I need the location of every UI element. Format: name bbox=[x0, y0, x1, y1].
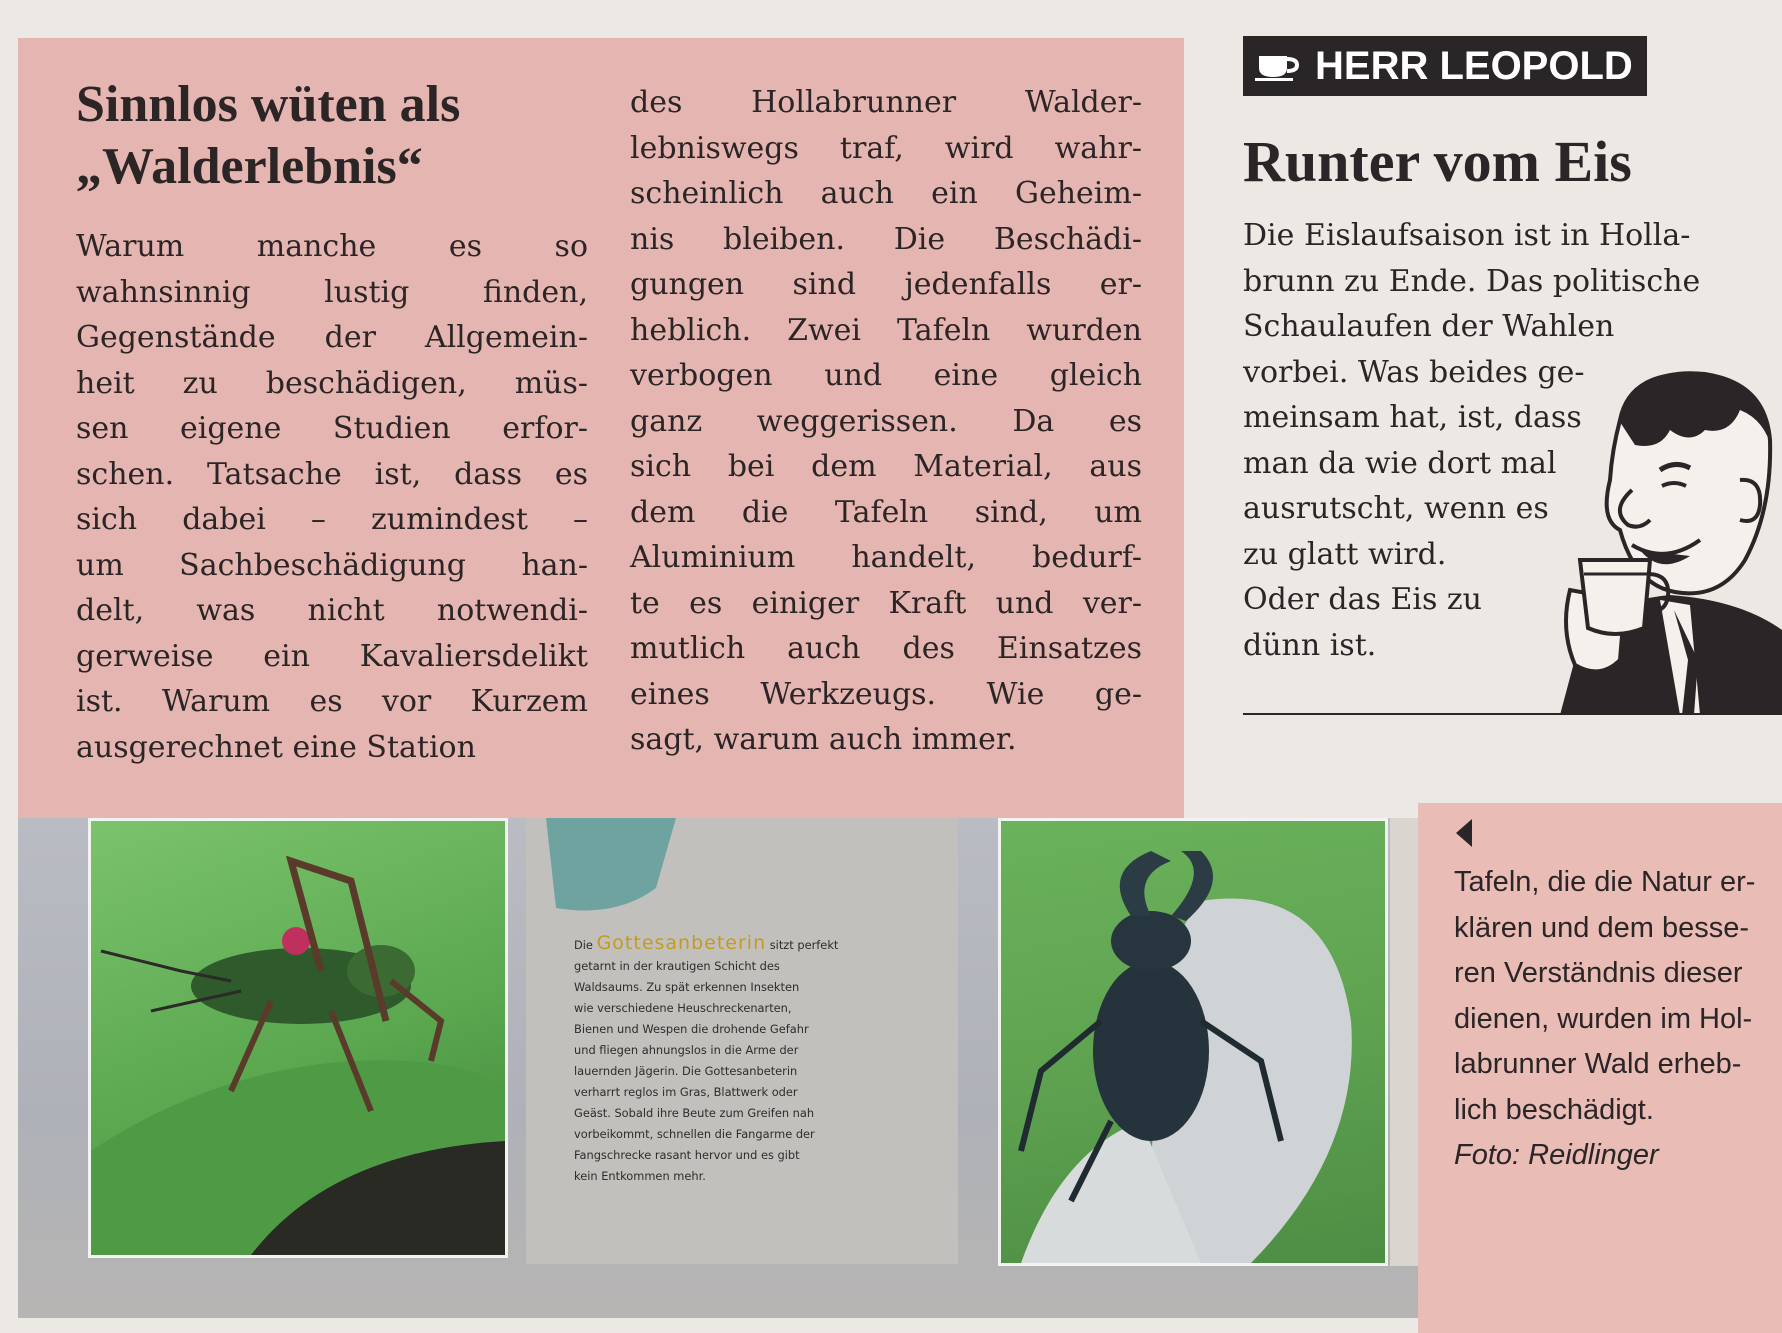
text-line: kein Entkommen mehr. bbox=[574, 1169, 706, 1183]
text-line: zu glatt wird. bbox=[1243, 536, 1447, 572]
text-line: dünn ist. bbox=[1243, 627, 1377, 663]
text-line: ausgerechnet eine Station bbox=[76, 729, 476, 765]
text-line: Warum manche es so bbox=[76, 229, 588, 264]
text-line: des Hollabrunner Walder- bbox=[630, 85, 1142, 120]
text-line: wahnsinnig lustig finden, bbox=[76, 274, 588, 310]
column-divider bbox=[1243, 713, 1782, 715]
coffee-cup-icon bbox=[1255, 50, 1301, 82]
text-line: Aluminium handelt, bedurf- bbox=[630, 540, 1142, 575]
text-line: lebniswegs traf, wird wahr- bbox=[630, 130, 1142, 166]
text-line: heblich. Zwei Tafeln wurden bbox=[630, 312, 1142, 348]
text-line: Die Eislaufsaison ist in Holla- bbox=[1243, 218, 1691, 253]
text-line: um Sachbeschädigung han- bbox=[76, 547, 588, 583]
text-line: labrunner Wald erheb- bbox=[1454, 1048, 1742, 1080]
text-line: klären und dem besse- bbox=[1454, 911, 1749, 944]
text-line: Bienen und Wespen die drohende Gefahr bbox=[574, 1022, 809, 1036]
text-line: scheinlich auch ein Geheim- bbox=[630, 176, 1142, 211]
text-line: schen. Tatsache ist, dass es bbox=[76, 456, 588, 492]
text-line: te es einiger Kraft und ver- bbox=[630, 585, 1142, 621]
photo-credit: Foto: Reidlinger bbox=[1454, 1139, 1659, 1171]
headline-line: Sinnlos wüten als bbox=[76, 76, 461, 133]
text-line: lich beschädigt. bbox=[1454, 1093, 1654, 1126]
text-line: eines Werkzeugs. Wie ge- bbox=[630, 676, 1142, 712]
info-panel-text bbox=[574, 933, 934, 1187]
text-line: sen eigene Studien erfor- bbox=[76, 411, 588, 446]
text-line: gerweise ein Kavaliersdelikt bbox=[76, 638, 588, 674]
stag-beetle-panel bbox=[998, 818, 1388, 1266]
text-line: mutlich auch des Einsatzes bbox=[630, 631, 1142, 666]
text-line: verbogen und eine gleich bbox=[630, 358, 1142, 393]
headline-line: „Walderlebnis“ bbox=[76, 138, 423, 195]
caricature-illustration bbox=[1540, 360, 1782, 715]
text-line: dienen, wurden im Hol- bbox=[1454, 1002, 1753, 1035]
panel-edge bbox=[1390, 818, 1418, 1266]
photo-caption bbox=[1454, 860, 1774, 1179]
text-line: Gegenstände der Allgemein- bbox=[76, 320, 588, 355]
text-line: getarnt in der krautigen Schicht des bbox=[574, 959, 780, 973]
article-column-1 bbox=[76, 224, 588, 770]
text-line: und fliegen ahnungslos in die Arme der bbox=[574, 1043, 799, 1057]
grasshopper-image bbox=[91, 821, 505, 1255]
caption-box bbox=[1418, 803, 1782, 1333]
text-line: verharrt reglos im Gras, Blattwerk oder bbox=[574, 1085, 798, 1099]
text-line: Geäst. Sobald ihre Beute zum Greifen nah bbox=[574, 1106, 815, 1120]
text-line: ist. Warum es vor Kurzem bbox=[76, 684, 588, 719]
text-line: brunn zu Ende. Das politische bbox=[1243, 263, 1701, 299]
text-line: Waldsaums. Zu spät erkennen Insekten bbox=[574, 980, 800, 994]
text-line: sagt, warum auch immer. bbox=[630, 722, 1017, 757]
text-line: nis bleiben. Die Beschädi- bbox=[630, 221, 1142, 257]
text-line: vorbei. Was beides ge- bbox=[1243, 354, 1585, 390]
stag-beetle-image bbox=[1001, 821, 1385, 1263]
text-line: ren Verständnis dieser bbox=[1454, 957, 1743, 989]
text-line: ganz weggerissen. Da es bbox=[630, 403, 1142, 439]
torn-panel-fragment bbox=[536, 818, 686, 928]
text-line: meinsam hat, ist, dass bbox=[1243, 400, 1582, 435]
column-headline: Runter vom Eis bbox=[1243, 129, 1632, 194]
text-line: dem die Tafeln sind, um bbox=[630, 494, 1142, 530]
text-line: sich bei dem Material, aus bbox=[630, 449, 1142, 484]
text-line: gungen sind jedenfalls er- bbox=[630, 267, 1142, 302]
text-line: heit zu beschädigen, müs- bbox=[76, 365, 588, 401]
text-line: Schaulaufen der Wahlen bbox=[1243, 309, 1615, 344]
article-column-2 bbox=[630, 80, 1142, 763]
grasshopper-panel bbox=[88, 818, 508, 1258]
text-line: delt, was nicht notwendi- bbox=[76, 593, 588, 628]
caption-arrow-icon bbox=[1456, 819, 1472, 847]
text-line: wie verschiedene Heuschreckenarten, bbox=[574, 1001, 792, 1015]
info-panel-heading: Gottesanbeterin bbox=[596, 932, 767, 954]
text-line: Fangschrecke rasant hervor und es gibt bbox=[574, 1148, 800, 1162]
info-panel bbox=[526, 818, 958, 1264]
article-headline bbox=[76, 74, 586, 198]
info-panel-first-line: sitzt perfekt bbox=[766, 938, 839, 952]
column-kicker-label: HERR LEOPOLD bbox=[1315, 43, 1633, 88]
column-kicker bbox=[1243, 36, 1647, 96]
text-line: man da wie dort mal bbox=[1243, 445, 1557, 481]
text-line: sich dabei – zumindest – bbox=[76, 502, 588, 537]
article-box bbox=[18, 38, 1184, 818]
text-line: vorbeikommt, schnellen die Fangarme der bbox=[574, 1127, 815, 1141]
text-line: lauernden Jägerin. Die Gottesanbeterin bbox=[574, 1064, 798, 1078]
text-line: Oder das Eis zu bbox=[1243, 582, 1483, 617]
info-panel-intro: Die bbox=[574, 938, 593, 952]
text-line: Tafeln, die die Natur er- bbox=[1454, 866, 1756, 898]
text-line: ausrutscht, wenn es bbox=[1243, 491, 1549, 526]
photo-board bbox=[18, 818, 1418, 1318]
